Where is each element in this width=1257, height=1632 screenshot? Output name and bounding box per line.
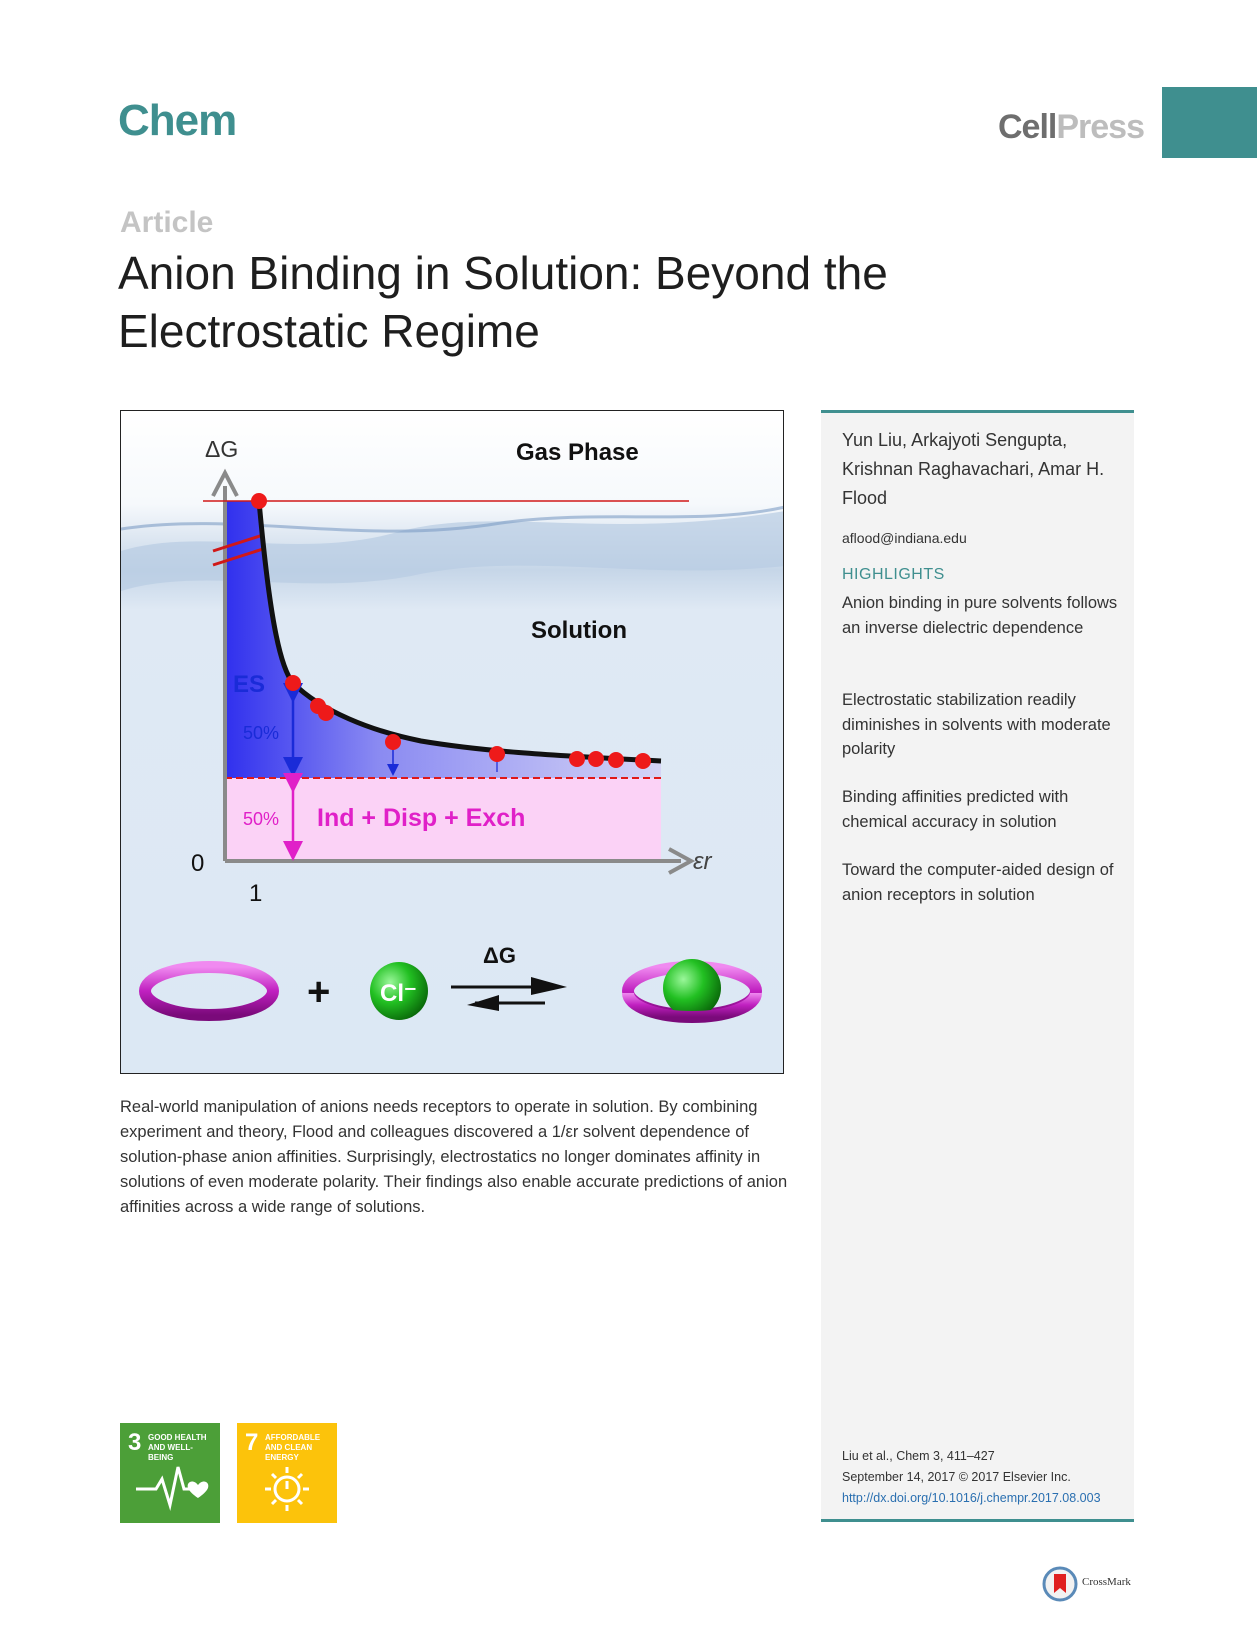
sdg-label: AFFORDABLE AND CLEAN ENERGY (265, 1433, 321, 1462)
origin-label: 0 (191, 850, 205, 877)
publisher-cell: Cell (998, 108, 1057, 146)
sdg-number: 7 (245, 1429, 259, 1456)
doi-link[interactable]: http://dx.doi.org/10.1016/j.chempr.2017.08.003 (842, 1491, 1101, 1505)
sdg-badge-7 (237, 1423, 337, 1523)
graphical-abstract (120, 410, 784, 1074)
article-type: Article (120, 206, 214, 239)
data-point (635, 753, 651, 769)
ind-disp-exch-label: Ind + Disp + Exch (317, 804, 526, 832)
data-point (385, 734, 401, 750)
data-point (251, 493, 267, 509)
publisher-press: Press (1056, 108, 1144, 146)
data-point (318, 705, 334, 721)
data-point (588, 751, 604, 767)
citation-line: Liu et al., Chem 3, 411–427 (842, 1449, 995, 1463)
data-point (285, 675, 301, 691)
authors: Yun Liu, Arkajyoti Sengupta, Krishnan Raghavachari, Amar H. Flood (842, 430, 1105, 508)
highlight-item: Binding affinities predicted with chemical accuracy in solution (842, 788, 1069, 831)
highlight-item: Electrostatic stabilization readily diminishes in solvents with moderate polarity (842, 691, 1111, 758)
highlights-heading: HIGHLIGHTS (842, 566, 945, 583)
highlight-item: Anion binding in pure solvents follows an inverse dielectric dependence (842, 594, 1118, 637)
article-title: Anion Binding in Solution: Beyond the Electrostatic Regime (118, 247, 888, 357)
solution-label: Solution (531, 617, 627, 644)
gas-phase-label: Gas Phase (516, 439, 639, 466)
es-percent: 50% (243, 723, 280, 743)
data-point (608, 752, 624, 768)
plus-sign: + (307, 970, 331, 1014)
chloride-label: Cl⁻ (380, 980, 417, 1007)
sdg-badge-3 (120, 1423, 220, 1523)
bound-chloride-ball (663, 959, 721, 1017)
crossmark-badge[interactable] (1042, 1566, 1152, 1600)
es-label: ES (233, 671, 266, 698)
crossmark-label: CrossMark (1082, 1576, 1131, 1588)
crossmark-icon (1042, 1566, 1078, 1602)
sidebar (821, 410, 1134, 1522)
ind-percent: 50% (243, 809, 280, 829)
publisher-logo (998, 108, 1144, 147)
email-link[interactable]: aflood@indiana.edu (842, 530, 967, 546)
data-point (569, 751, 585, 767)
equilibrium-label: ΔG (483, 943, 516, 968)
x-tick-label: 1 (249, 880, 263, 907)
corner-tab (1162, 87, 1257, 158)
abstract-figure (121, 411, 784, 1074)
citation-date: September 14, 2017 © 2017 Elsevier Inc. (842, 1470, 1071, 1484)
summary-text: Real-world manipulation of anions needs receptors to operate in solution. By combining experiment and theory, Flood and colleagues discovered a 1/εr solvent dependence of solution-phase anion affinities. Surprisingly, electrostatics no longer dominates affinity in solutions of even moderate polarity. Their findings also enable accurate predictions of anion affinities across a wide range of solutions. (120, 1098, 788, 1216)
sdg-number: 3 (128, 1429, 142, 1456)
x-axis-label: εr (693, 848, 712, 875)
journal-name: Chem (118, 96, 237, 145)
sdg-label: GOOD HEALTH AND WELL-BEING (148, 1433, 207, 1462)
y-axis-label: ΔG (205, 436, 239, 462)
citation (842, 1446, 1101, 1509)
data-point (489, 746, 505, 762)
highlight-item: Toward the computer-aided design of anion receptors in solution (842, 861, 1114, 904)
